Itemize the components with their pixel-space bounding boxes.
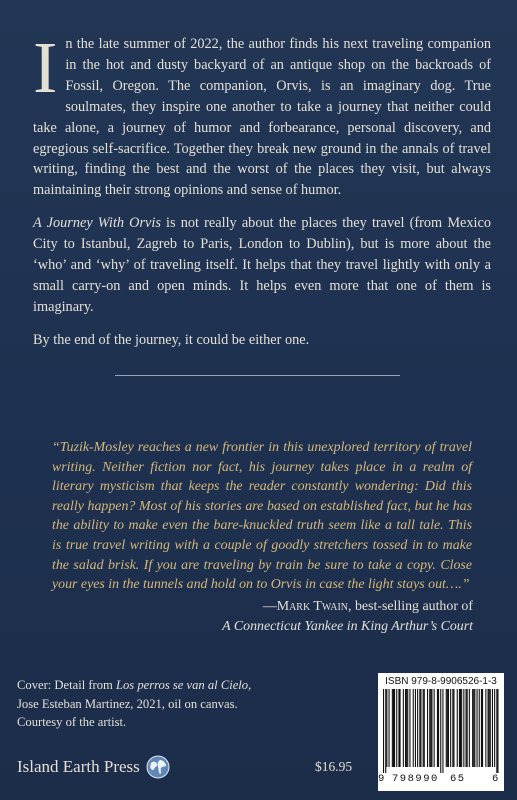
publisher-name: Island Earth Press: [17, 757, 140, 776]
barcode-bar: [490, 689, 491, 767]
barcode-bar: [479, 689, 480, 767]
globe-icon: [146, 755, 170, 779]
attribution-role: , best-selling author of: [348, 599, 473, 614]
barcode-bar: [489, 689, 490, 767]
barcode-digits-right: 65: [450, 773, 466, 785]
barcode-bar: [494, 689, 495, 767]
blurb: [33, 27, 491, 363]
barcode-bar: [442, 689, 443, 773]
barcode-bar: [485, 689, 486, 767]
barcode: [378, 673, 504, 791]
publisher-logo: [17, 752, 170, 782]
credit-line-2: Jose Esteban Martinez, 2021, oil on canvas.: [17, 696, 238, 711]
barcode-bar: [482, 689, 483, 767]
barcode-bars: [383, 689, 499, 773]
credit-prefix: Cover: Detail from: [17, 678, 116, 692]
barcode-bar: [393, 689, 394, 767]
credit-comma: ,: [248, 678, 252, 692]
barcode-bar: [423, 689, 424, 767]
attribution-work: A Connecticut Yankee in King Arthur’s Court: [222, 619, 473, 634]
blurb-paragraph-3: By the end of the journey, it could be either one.: [33, 331, 310, 348]
barcode-bar: [398, 689, 399, 767]
barcode-bar: [385, 689, 386, 773]
attribution-name: Mark Twain: [276, 599, 348, 614]
barcode-bar: [437, 689, 438, 767]
barcode-bar: [431, 689, 432, 767]
barcode-bar: [429, 689, 430, 767]
barcode-bar: [392, 689, 393, 767]
barcode-bar: [386, 689, 387, 767]
barcode-bar: [407, 689, 408, 767]
cover-credit: [17, 676, 287, 732]
barcode-bar: [463, 689, 464, 767]
barcode-bar: [446, 689, 447, 767]
barcode-bar: [467, 689, 468, 767]
barcode-bar: [413, 689, 414, 767]
blurb-paragraph-2: [33, 213, 491, 318]
price: $16.95: [315, 759, 353, 774]
barcode-bar: [405, 689, 406, 767]
attribution-dash: —: [262, 599, 277, 614]
barcode-bar: [389, 689, 390, 767]
barcode-bar: [492, 689, 493, 767]
drop-cap: I: [33, 27, 58, 108]
barcode-bar: [438, 689, 439, 767]
attribution-line-1: [222, 597, 473, 617]
credit-line-3: Courtesy of the artist.: [17, 715, 127, 729]
barcode-digits: [378, 773, 504, 789]
barcode-bar: [488, 689, 489, 767]
barcode-bar: [403, 689, 404, 767]
barcode-bar: [452, 689, 453, 767]
barcode-bar: [430, 689, 431, 767]
barcode-bar: [419, 689, 420, 767]
barcode-bar: [472, 689, 473, 767]
barcode-bar: [406, 689, 407, 767]
barcode-bar: [440, 689, 441, 773]
barcode-bar: [415, 689, 416, 767]
blurb-text-1: n the late summer of 2022, the author finds his next traveling companion in the hot and dusty backyard of an antique shop on the backroads of Fossil, Oregon. The companion, Orvis, is an imaginary dog. True soulmates, they inspire one another to take a journey that neither could take alone, a journey of humor and forbearance, personal discovery, and egregious self-sacrifice. Together they break new ground in the annals of travel writing, finding the best and the worst of the places they visit, but always maintaining their strong opinions and sense of humor.: [33, 36, 491, 199]
barcode-bar: [394, 689, 395, 767]
barcode-bar: [450, 689, 451, 767]
painting-title: Los perros se van al Cielo: [115, 678, 249, 692]
divider: [115, 375, 400, 376]
barcode-bar: [453, 689, 454, 767]
barcode-bar: [396, 689, 397, 767]
barcode-bar: [497, 689, 498, 773]
barcode-bar: [420, 689, 421, 767]
barcode-bar: [383, 689, 384, 773]
barcode-bar: [424, 689, 425, 767]
barcode-digits-left: 798990: [392, 773, 439, 785]
barcode-bar: [457, 689, 458, 767]
review-quote: “Tuzik-Mosley reaches a new frontier in this unexplored territory of travel writing. Neither fiction nor fact, his journey takes place in a realm of literary mysticism that keeps the reader constantly wondering: Did this really happen? Most of his stories are based on established fact, but he has the ability to make even the bare-knuckled truth seem like a tall tale. This is true travel writing with a couple of goodly stretchers tossed in to make the salad brisk. If you are traveling by train be sure to take a copy. Close your eyes in the tunnels and hold on to Orvis in case the light stays out….”: [52, 440, 472, 593]
barcode-digits-end: 6: [492, 773, 500, 785]
barcode-bar: [474, 689, 475, 767]
barcode-bar: [477, 689, 478, 767]
barcode-bar: [473, 689, 474, 767]
barcode-bar: [427, 689, 428, 767]
barcode-bar: [496, 689, 497, 773]
barcode-digit-first: 9: [378, 773, 386, 785]
barcode-bar: [461, 689, 462, 767]
credit-line-1: [17, 676, 287, 695]
blurb-paragraph-1: [33, 27, 491, 201]
barcode-bar: [434, 689, 435, 767]
book-title: A Journey With Orvis: [33, 215, 161, 232]
barcode-bar: [417, 689, 418, 767]
barcode-bar: [400, 689, 401, 767]
isbn-label: ISBN 979-8-9906526-1-3: [385, 676, 497, 687]
barcode-bar: [409, 689, 410, 767]
barcode-bar: [466, 689, 467, 767]
blurb-text-2: is not really about the places they travel (from Mexico City to Istanbul, Zagreb to Paris, London to Dublin), but is more about the ‘who’ and ‘why’ of traveling itself. It helps that they travel lightly with only a small carry-on and open minds. It helps even more that one of them is imaginary.: [33, 215, 491, 315]
barcode-bar: [481, 689, 482, 767]
barcode-bar: [460, 689, 461, 767]
barcode-bar: [447, 689, 448, 767]
barcode-bar: [448, 689, 449, 767]
review-attribution: [222, 597, 473, 637]
barcode-bar: [459, 689, 460, 767]
barcode-bar: [469, 689, 470, 767]
